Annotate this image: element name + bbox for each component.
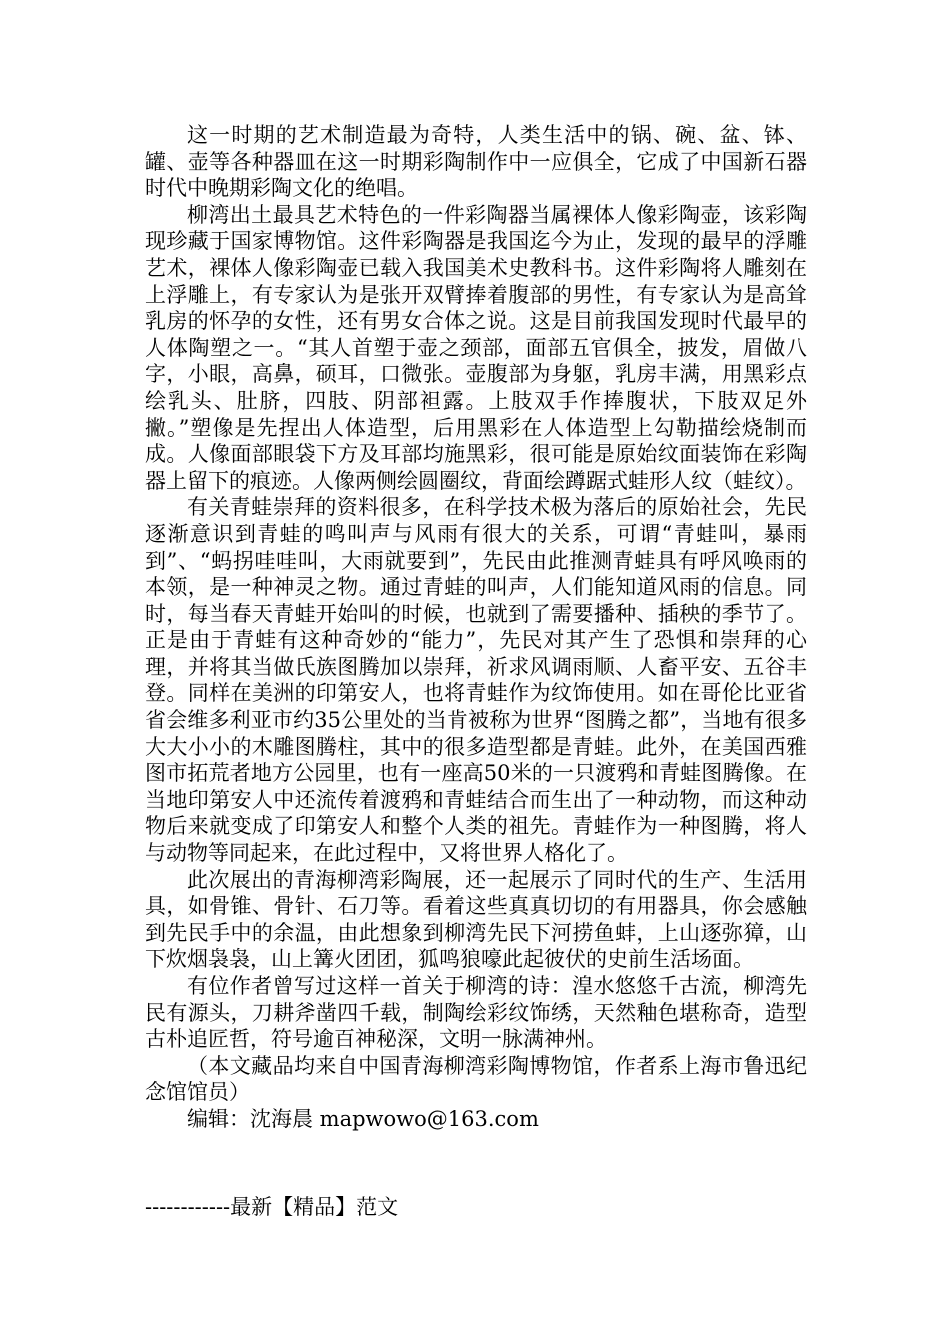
paragraph-6: （本文藏品均来自中国青海柳湾彩陶博物馆，作者系上海市鲁迅纪念馆馆员） [145, 1053, 807, 1105]
paragraph-4: 此次展出的青海柳湾彩陶展，还一起展示了同时代的生产、生活用具，如骨锥、骨针、石刀等。看着这些真真切切的有用器具，你会感触到先民手中的余温，由此想象到柳湾先民下河捞鱼蚌，上山逐弥獐，山下炊烟袅袅，山上篝火团团，狐鸣狼嚎此起彼伏的史前生活场面。 [145, 867, 807, 972]
editor-credit: 编辑：沈海晨 mapwowo@163.com [187, 1106, 539, 1131]
paragraph-1: 这一时期的艺术制造最为奇特，人类生活中的锅、碗、盆、钵、罐、壶等各种器皿在这一时期彩陶制作中一应俱全，它成了中国新石器时代中晚期彩陶文化的绝唱。 [145, 123, 807, 201]
paragraph-5: 有位作者曾写过这样一首关于柳湾的诗：湟水悠悠千古流，柳湾先民有源头，刀耕斧凿四千载，制陶绘彩纹饰绣，天然釉色堪称奇，造型古朴追匠哲，符号逾百神秘深，文明一脉满神州。 [145, 974, 807, 1052]
footer-label: ------------最新【精品】范文 [145, 1195, 399, 1219]
paragraph-2: 柳湾出土最具艺术特色的一件彩陶器当属裸体人像彩陶壶，该彩陶现珍藏于国家博物馆。这件彩陶器是我国迄今为止，发现的最早的浮雕艺术，裸体人像彩陶壶已载入我国美术史教科书。这件彩陶将人雕刻在上浮雕上，有专家认为是张开双臂捧着腹部的男性，有专家认为是高耸乳房的怀孕的女性，还有男女合体之说。这是目前我国发现时代最早的人体陶塑之一。“其人首塑于壶之颈部，面部五官俱全，披发，眉做八字，小眼，高鼻，硕耳，口微张。壶腹部为身躯，乳房丰满，用黑彩点绘乳头、肚脐，四肢、阴部袒露。上肢双手作捧腹状，下肢双足外撇。”塑像是先捏出人体造型，后用黑彩在人体造型上勾勒描绘烧制而成。人像面部眼袋下方及耳部均施黑彩，很可能是原始纹面装饰在彩陶器上留下的痕迹。人像两侧绘圆圈纹，背面绘蹲踞式蛙形人纹（蛙纹）。 [145, 202, 807, 493]
article-body [145, 122, 807, 1133]
paragraph-3: 有关青蛙崇拜的资料很多，在科学技术极为落后的原始社会，先民逐渐意识到青蛙的鸣叫声与风雨有很大的关系，可谓“青蛙叫，暴雨到”、“蚂拐哇哇叫，大雨就要到”，先民由此推测青蛙具有呼风唤雨的本领，是一种神灵之物。通过青蛙的叫声，人们能知道风雨的信息。同时，每当春天青蛙开始叫的时候，也就到了需要播种、插秧的季节了。正是由于青蛙有这种奇妙的“能力”，先民对其产生了恐惧和崇拜的心理，并将其当做氏族图腾加以崇拜，祈求风调雨顺、人畜平安、五谷丰登。同样在美洲的印第安人，也将青蛙作为纹饰使用。如在哥伦比亚省省会维多利亚市约35公里处的当肯被称为世界“图腾之都”，当地有很多大大小小的木雕图腾柱，其中的很多造型都是青蛙。此外，在美国西雅图市拓荒者地方公园里，也有一座高50米的一只渡鸦和青蛙图腾像。在当地印第安人中还流传着渡鸦和青蛙结合而生出了一种动物，而这种动物后来就变成了印第安人和整个人类的祖先。青蛙作为一种图腾，将人与动物等同起来，在此过程中，又将世界人格化了。 [145, 495, 807, 866]
